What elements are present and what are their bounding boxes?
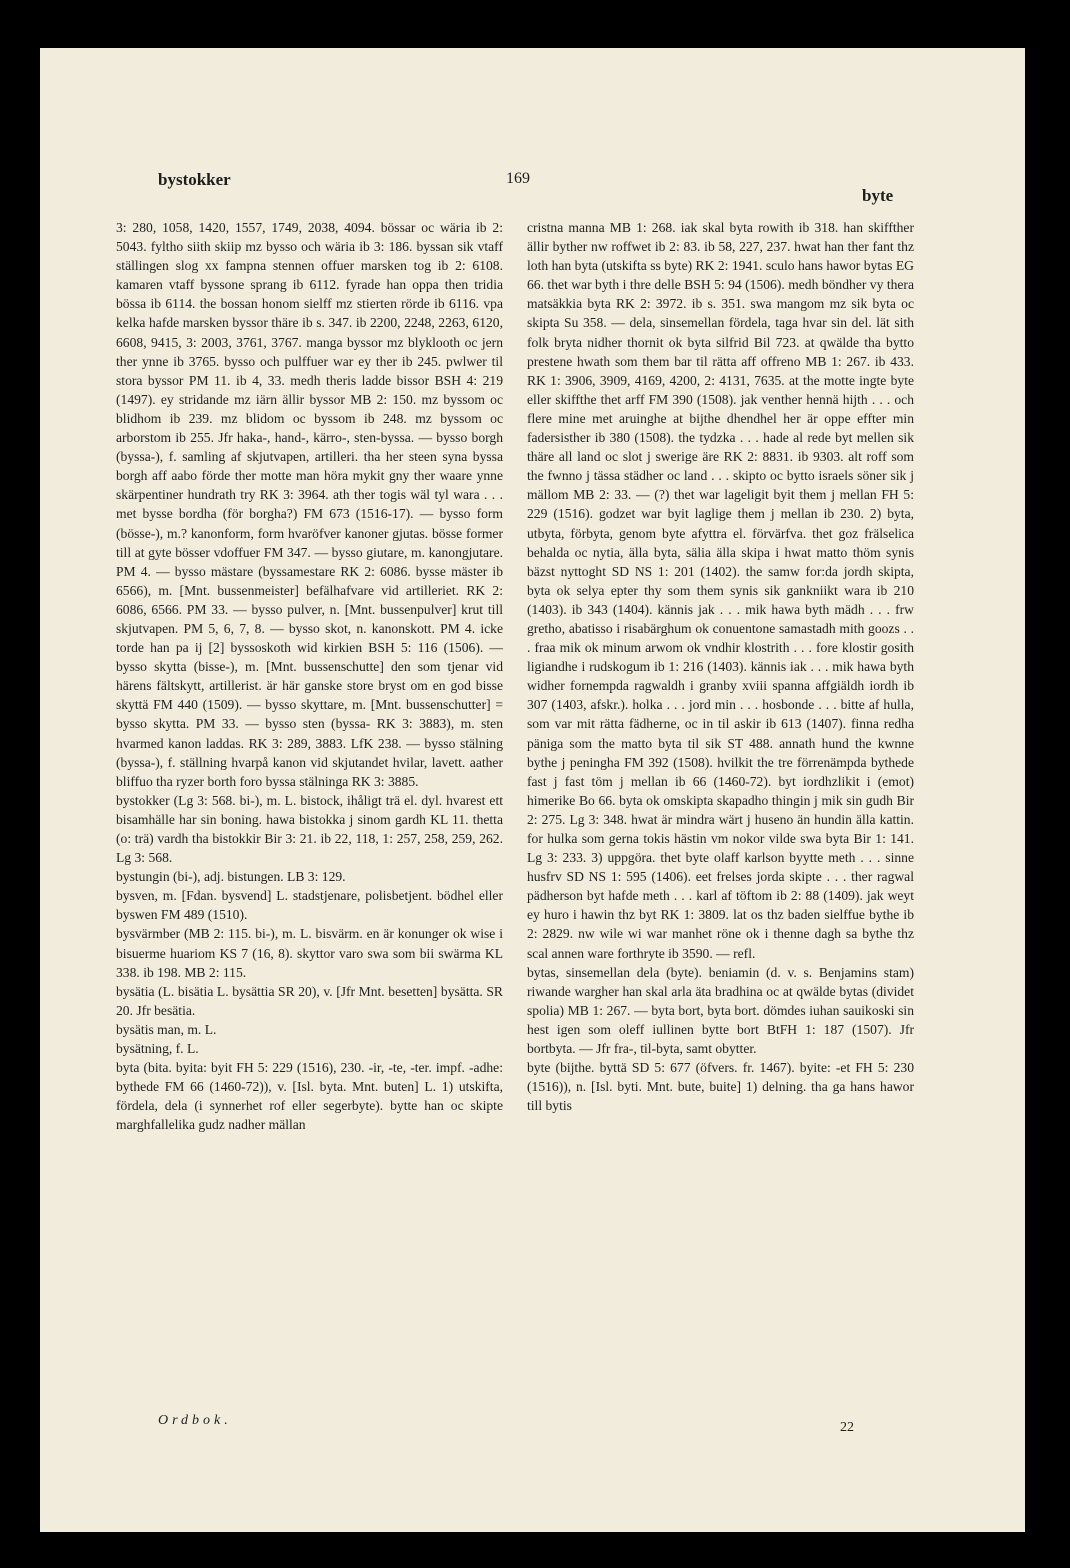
right-column bbox=[527, 218, 914, 1115]
entry-paragraph: cristna manna MB 1: 268. iak skal byta rowith ib 318. han skiffther ällir byther nw roffwet ib 2: 83. ib 58, 227, 237. hwat han ther fant thz loth han byta (utskifta ss byte) RK 2: 1941. sculo hans hawor bytas EG 66. thet war byth i thre delle BSH 5: 94 (1506). medh böndher vy thera matsäkkia byta RK 2: 3972. ib s. 351. swa mangom mz sik byta oc skipta Su 358. — dela, sinsemellan fördela, taga hvar sin del. lät sith folk bryta nidher thornit ok byta silfrid Bil 723. at qwälde tha bytto prestene hwath som them bar til rätta aff offreno MB 1: 267. ib 433. RK 1: 3906, 3909, 4169, 4200, 2: 4131, 7635. at the motte ingte byte eller skiffthe thet arff FM 390 (1508). jak venther hennä hijth . . . och flere mine met aruinghe at bijthe dhendhel her är oppe effter min fadersisther ib 380 (1508). the tydzka . . . hade al rede byt mellen sik thäre all land oc slot j swerige äre RK 2: 8831. ib 9303. alt roff som the fwnno j tässa städher oc land . . . skipto oc bytto israels söner sik j mällom MB 2: 33. — (?) thet war lageligit byit them j mellan FH 5: 229 (1516). godzet war byit laglige them j mellan ib 230. 2) byta, utbyta, förbyta, genom byte afyttra el. förvärfva. thet goz frälselica behalda oc nytia, älla byta, sälia älla skipa i hwat matto thöm synis bäzst nyttoght SD NS 1: 201 (1402). the samw for:da jordh skipta, byta ok selya epter thy som them synis sik gankniikt wara ib 210 (1403). ib 343 (1404). kännis jak . . . mik hawa byth mädh . . . frw gretho, abatisso i risabärghum ok conuentone samastadh mith goozs . . . fraa mik ok minum arwom ok vndhir klostrith . . . fore klostir gosith ligiandhe i rudskogum ib 1: 216 (1403). kännis iak . . . mik hawa byth widher fornempda ragwaldh i granby xviii spanna affgiäldh iordh ib 307 (1403, afskr.). holka . . . jord min . . . hosbonde . . . bitte af hulla, som var mit rätta fädherne, oc in til askir ib 613 (1407). finna redha päniga som the matto byta til sik ST 488. annath hund the kwnne bythe j peningha FM 392 (1508). hvilkit the tre förrenämpda bythede fast j fast töm j mellan ib 66 (1460-72). byt iordhzlikit i (emot) himerike Bo 66. byta ok omskipta skapadho thingin j mik sin gudh Bir 2: 275. Lg 3: 348. hwat är mindra wärt j huseno än hundin älla kattin. for hulka som gerna tokis hästin vm nokor vilde swa byta Bir 1: 141. Lg 3: 233. 3) uppgöra. thet byte olaff karlson byytte meth . . . sinne husfrv SD NS 1: 595 (1406). eet frelses jorda skipte . . . ther ragwal pädherson byt hafde meth . . . karl af töftom ib 2: 88 (1409). jak weyt ey huro i hawin thz byt RK 1: 3809. lat os thz baden sielffue bythe ib 2: 2829. nw wile wi war manhet röne ok i thenne dagh sa bythe thz scal annen ware forthryte ib 3590. — refl. bbox=[527, 220, 914, 961]
entry-paragraph: byte (bijthe. byttä SD 5: 677 (öfvers. fr. 1467). byite: -et FH 5: 230 (1516)), n. [Isl. byti. Mnt. bute, buite] 1) delning. tha ga hans hawor till bytis bbox=[527, 1060, 914, 1114]
entry-paragraph: bystungin (bi-), adj. bistungen. LB 3: 129. bbox=[116, 869, 346, 885]
entry-paragraph: bysätia (L. bisätia L. bysättia SR 20), v. [Jfr Mnt. besetten] bysätta. SR 20. Jfr besätia. bbox=[116, 983, 503, 1018]
entry-paragraph: bysvärmber (MB 2: 115. bi-), m. L. bisvärm. en är konunger ok wise i bisuerme huariom KS 7 (16, 8). skyttor varo swa som bii swärma KL 338. ib 198. MB 2: 115. bbox=[116, 926, 503, 980]
entry-paragraph: bysätning, f. L. bbox=[116, 1041, 199, 1057]
signature-mark: Ordbok. bbox=[158, 1413, 232, 1428]
entry-paragraph: 3: 280, 1058, 1420, 1557, 1749, 2038, 4094. bössar oc wäria ib 2: 5043. fyltho siith skiip mz bysso och wäria ib 3: 186. byssan sik vtaff ställingen slog xx fampna stennen offuer marsken tog ib 2: 6108. kamaren vtaff byssone sprang ib 6112. fyrade han oppa then tridia bössa ib 6114. the bossan honom sielff mz stierten rörde ib 6116. vpa kelka hafde marsken byssor thäre ib s. 347. ib 2200, 2248, 2263, 6120, 6608, 9415, 3: 2003, 3761, 3767. manga byssor mz blyklooth oc jern ther ynne ib 3765. bysso och pulffuer war ey ther ib 245. pwlwer til stora byssor PM 11. ib 4, 33. medh theris ladde bissor BSH 4: 219 (1497). ey stridande mz iärn ällir byssor MB 2: 150. mz byssom oc blidhom ib 239. mz blidom oc byssom ib 248. mz byssom oc arborstom ib 255. Jfr haka-, hand-, kärro-, sten-byssa. — bysso borgh (byssa-), f. samling af skjutvapen, artilleri. tha her steen syna byssa borgh aff aabo förde ther motte man höra mykit gny ther waare ynne skärpentiner hundrath try RK 3: 3964. ath ther togis wäl tyl wara . . . met bysse bordha (för borgha?) FM 673 (1516-17). — bysso form (bösse-), m.? kanonform, form hvaröfver kanoner gjutas. bösse former till at gyte bösser vdoffuer FM 347. — bysso giutare, m. kanongjutare. PM 4. — bysso mästare (byssamestare RK 2: 6086. bysse mäster ib 6566), m. [Mnt. bussenmeister] befälhafvare vid artilleriet. RK 2: 6086, 6566. PM 33. — bysso pulver, n. [Mnt. bussenpulver] krut till skjutvapen. PM 5, 6, 7, 8. — bysso skot, n. kanonskott. PM 4. icke torde han pa ij [2] byssoskoth wid kirkien BSH 5: 116 (1506). — bysso skytta (bisse-), m. [Mnt. bussenschutte] den som tjenar vid härens fältskytt, artillerist. är här ganske store bryst om en god bisse skyttä FM 440 (1509). — bysso skyttare, m. [Mnt. bussenschutter] = bysso skytta. PM 33. — bysso sten (byssa- RK 3: 3883), m. sten hvarmed kanon laddas. RK 3: 289, 3883. LfK 238. — bysso stälning (byssa-), f. ställning hvarpå kanon vid skjutandet hvilar, lavett. aather bliffuo tha ryzer borth foro byssa stälninga RK 3: 3885. bbox=[116, 220, 503, 789]
page-number: 169 bbox=[506, 170, 530, 187]
entry-paragraph: bytas, sinsemellan dela (byte). beniamin (d. v. s. Benjamins stam) riwande wargher han skal arla äta bradhina oc at qwälde bytas (dividet spolia) MB 1: 267. — byta bort, byta bort. dömdes iuhan sauikoski sin hest igen som oleff iullinen bytte bort BtFH 1: 187 (1507). Jfr bortbyta. — Jfr fra-, til-byta, samt obytter. bbox=[527, 964, 914, 1057]
entry-paragraph: bystokker (Lg 3: 568. bi-), m. L. bistock, ihåligt trä el. dyl. hvarest ett bisamhälle har sin boning. hawa bistokka j sinom gardh KL 11. thetta (o: trä) vardh tha bistokkir Bir 3: 21. ib 22, 118, 1: 257, 258, 259, 262. Lg 3: 568. bbox=[116, 792, 503, 866]
entry-paragraph: bysven, m. [Fdan. bysvend] L. stadstjenare, polisbetjent. bödhel eller byswen FM 489 (1510). bbox=[116, 888, 503, 923]
header-right-headword: byte bbox=[862, 186, 894, 205]
sheet-number: 22 bbox=[840, 1420, 854, 1435]
header-left-headword: bystokker bbox=[158, 170, 231, 189]
left-column bbox=[116, 218, 503, 1135]
entry-paragraph: bysätis man, m. L. bbox=[116, 1021, 217, 1037]
book-page bbox=[40, 48, 1025, 1532]
entry-paragraph: byta (bita. byita: byit FH 5: 229 (1516), 230. -ir, -te, -ter. impf. -adhe: bythede FM 66 (1460-72)), v. [Isl. byta. Mnt. buten] L. 1) utskifta, fördela, dela (i synnerhet rof eller segerbyte). bytte han oc skipte marghfallelika gudz nadher mällan bbox=[116, 1060, 503, 1133]
